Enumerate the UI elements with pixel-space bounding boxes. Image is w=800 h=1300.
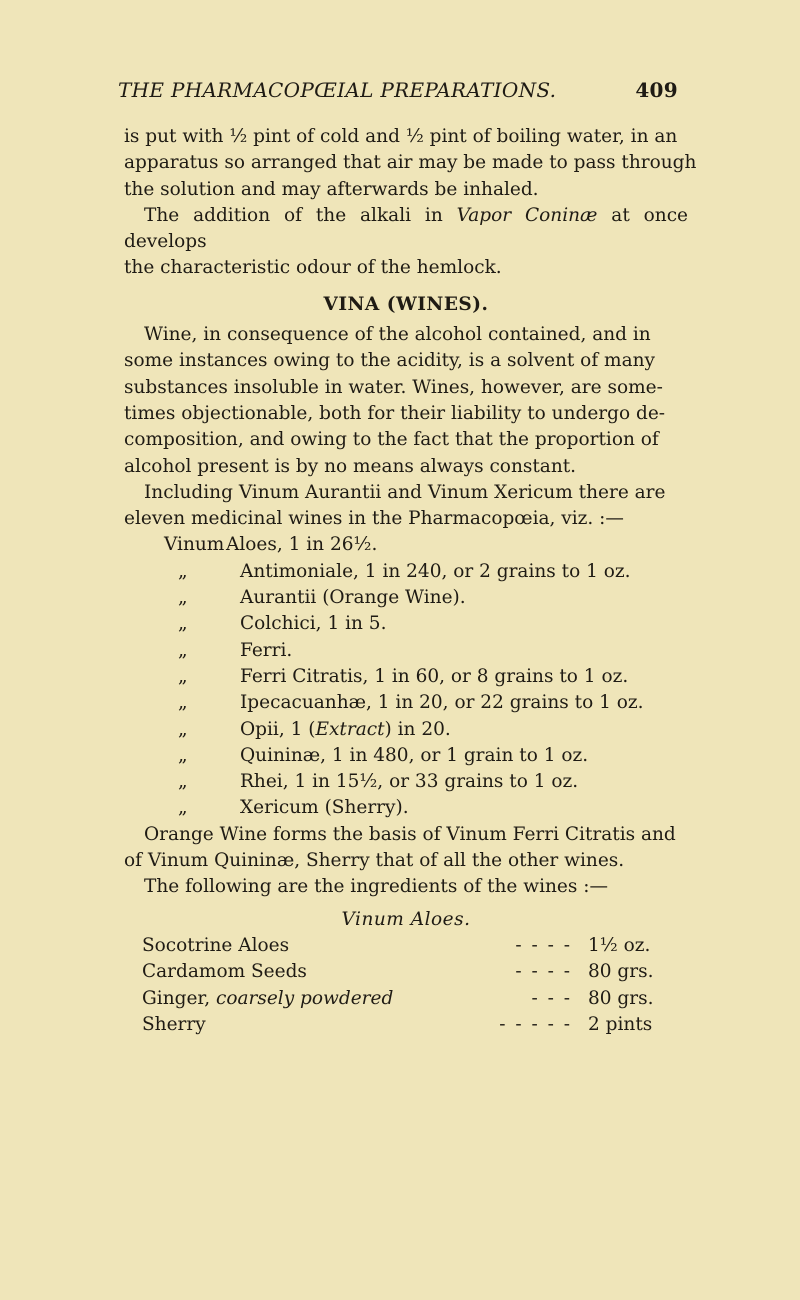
list-item-text: Ferri. bbox=[240, 639, 293, 661]
list-item bbox=[164, 559, 688, 585]
text-run: Opii, 1 ( bbox=[240, 718, 316, 740]
italic-term: coarsely powdered bbox=[215, 987, 394, 1009]
text-run: ) in 20. bbox=[384, 718, 451, 740]
text-line: Including Vinum Aurantii and Vinum Xericum there are bbox=[144, 481, 666, 503]
running-title: THE PHARMACOPŒIAL PREPARATIONS. bbox=[118, 78, 557, 102]
text-line: the solution and may afterwards be inhaled. bbox=[124, 178, 539, 200]
text-line: substances insoluble in water. Wines, however, are some- bbox=[124, 376, 663, 398]
ingredient-quantity: 80 grs. bbox=[588, 961, 654, 983]
text-line: apparatus so arranged that air may be made to pass through bbox=[124, 152, 697, 174]
ditto-mark: „ bbox=[178, 639, 188, 661]
text-line: the characteristic odour of the hemlock. bbox=[124, 257, 502, 279]
list-item bbox=[164, 795, 688, 821]
text-run: at once develops bbox=[124, 204, 689, 253]
closing-paragraph-1 bbox=[124, 822, 688, 875]
list-item bbox=[164, 532, 688, 558]
text-line: some instances owing to the acidity, is a solvent of many bbox=[124, 350, 655, 372]
leader-dashes: - - - bbox=[531, 987, 572, 1009]
text-run: The addition of the alkali in bbox=[144, 204, 457, 226]
text-line: is put with ½ pint of cold and ½ pint of boiling water, in an bbox=[124, 126, 678, 147]
ingredient-quantity: 2 pints bbox=[588, 1013, 653, 1035]
recipe-row bbox=[142, 933, 692, 959]
ingredient-name: Socotrine Aloes bbox=[142, 934, 290, 956]
recipe-row bbox=[142, 1012, 692, 1038]
list-item-text: Aloes, 1 in 26½. bbox=[226, 534, 378, 556]
italic-term: Extract bbox=[315, 718, 385, 740]
list-item-text bbox=[240, 717, 451, 743]
list-item-text: Rhei, 1 in 15½, or 33 grains to 1 oz. bbox=[240, 771, 579, 793]
recipe-row bbox=[142, 986, 692, 1012]
text-line: times objectionable, both for their liability to undergo de- bbox=[124, 402, 666, 424]
list-item-text: Ipecacuanhæ, 1 in 20, or 22 grains to 1 oz. bbox=[240, 692, 644, 714]
ditto-mark: „ bbox=[178, 560, 188, 582]
ditto-mark: „ bbox=[178, 744, 188, 766]
recipe-title: Vinum Aloes. bbox=[341, 908, 471, 930]
list-item bbox=[164, 690, 688, 716]
list-item-text: Antimoniale, 1 in 240, or 2 grains to 1 oz. bbox=[240, 560, 631, 582]
text-line: The following are the ingredients of the wines :— bbox=[144, 876, 608, 898]
list-item bbox=[164, 611, 688, 637]
ditto-mark: „ bbox=[178, 771, 188, 793]
running-head bbox=[118, 78, 678, 106]
ingredient-name bbox=[142, 986, 393, 1012]
ingredient-quantity: 1½ oz. bbox=[588, 934, 651, 956]
list-item bbox=[164, 717, 688, 743]
list-item-text: Aurantii (Orange Wine). bbox=[240, 587, 466, 609]
section-paragraph-1 bbox=[124, 322, 688, 480]
list-item-text: Ferri Citratis, 1 in 60, or 8 grains to 1 oz. bbox=[240, 665, 629, 687]
ditto-mark: „ bbox=[178, 797, 188, 819]
text-line: eleven medicinal wines in the Pharmacopœia, viz. :— bbox=[124, 508, 624, 530]
text-line: Wine, in consequence of the alcohol contained, and in bbox=[144, 324, 651, 346]
list-item bbox=[164, 585, 688, 611]
section-paragraph-2 bbox=[124, 480, 688, 533]
body-text bbox=[124, 124, 697, 1038]
recipe-table bbox=[142, 933, 692, 1038]
recipe-row bbox=[142, 959, 692, 985]
closing-paragraph-2 bbox=[124, 874, 688, 900]
text-line: Orange Wine forms the basis of Vinum Ferri Citratis and bbox=[144, 823, 676, 845]
list-item-text: Quininæ, 1 in 480, or 1 grain to 1 oz. bbox=[240, 744, 589, 766]
intro-paragraph-1 bbox=[124, 124, 697, 203]
ditto-mark: „ bbox=[178, 692, 188, 714]
ingredient-quantity: 80 grs. bbox=[588, 987, 654, 1009]
list-prefix: Vinum bbox=[164, 534, 225, 556]
wines-list bbox=[164, 532, 688, 821]
list-item bbox=[164, 664, 688, 690]
page-number: 409 bbox=[635, 78, 678, 102]
text-line: alcohol present is by no means always constant. bbox=[124, 455, 577, 477]
section-heading: VINA (WINES). bbox=[323, 293, 489, 315]
ditto-mark: „ bbox=[178, 665, 188, 687]
text-run: Ginger, bbox=[142, 987, 216, 1009]
text-line: of Vinum Quininæ, Sherry that of all the other wines. bbox=[124, 850, 625, 872]
italic-term: Vapor Coninæ bbox=[456, 204, 598, 226]
ditto-mark: „ bbox=[178, 718, 188, 740]
ditto-mark: „ bbox=[178, 613, 188, 635]
list-item bbox=[164, 743, 688, 769]
leader-dashes: - - - - - bbox=[499, 1013, 572, 1035]
ingredient-name: Cardamom Seeds bbox=[142, 961, 307, 983]
list-item-text: Xericum (Sherry). bbox=[240, 797, 409, 819]
text-line: composition, and owing to the fact that the proportion of bbox=[124, 429, 659, 451]
list-item bbox=[164, 638, 688, 664]
list-item bbox=[164, 769, 688, 795]
intro-paragraph-2 bbox=[124, 203, 688, 282]
ditto-mark: „ bbox=[178, 587, 188, 609]
ingredient-name: Sherry bbox=[142, 1013, 206, 1035]
leader-dashes: - - - - bbox=[515, 961, 572, 983]
list-item-text: Colchici, 1 in 5. bbox=[240, 613, 387, 635]
leader-dashes: - - - - bbox=[515, 934, 572, 956]
